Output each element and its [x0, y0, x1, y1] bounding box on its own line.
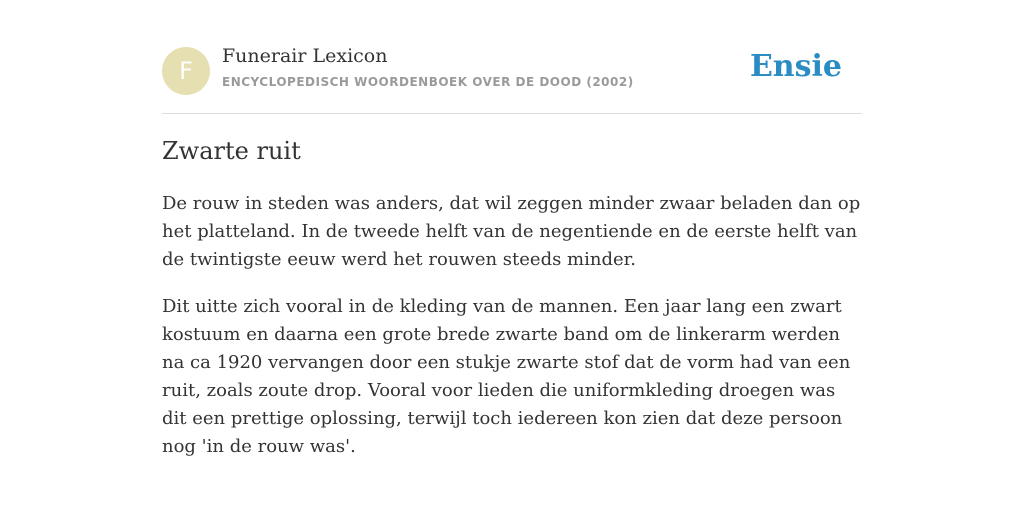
source-avatar[interactable]: F	[162, 47, 210, 95]
source-title-link[interactable]: Funerair Lexicon	[222, 45, 388, 67]
entry-paragraph-2: Dit uitte zich vooral in de kleding van de mannen. Een jaar lang een zwart kostuum en daarna een grote brede zwarte band om de linkerarm werden na ca 1920 vervangen door een stukje zwarte stof dat de vorm had van een ruit, zoals zoute drop. Vooral voor lieden die uniformkleding droegen was dit een prettige oplossing, terwijl toch iedereen kon zien dat deze persoon nog 'in de rouw was'.	[162, 296, 851, 457]
source-header	[162, 0, 862, 114]
ensie-logo-link[interactable]: Ensie	[749, 49, 842, 84]
entry-title: Zwarte ruit	[162, 137, 301, 165]
source-subtitle: ENCYCLOPEDISCH WOORDENBOEK OVER DE DOOD (2002)	[222, 75, 634, 89]
entry-paragraph-1: De rouw in steden was anders, dat wil zeggen minder zwaar beladen dan op het platteland. In de tweede helft van de negentiende en de eerste helft van de twintigste eeuw werd het rouwen steeds minder.	[162, 193, 861, 270]
content-container	[162, 0, 862, 457]
